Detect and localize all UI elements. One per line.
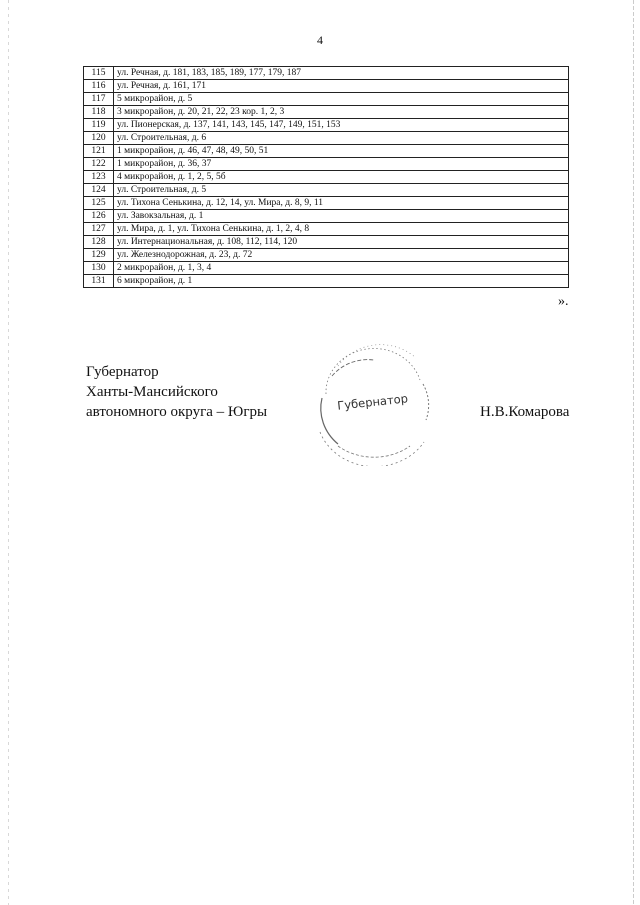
stamp-inner-ring xyxy=(423,384,429,420)
row-address: ул. Строительная, д. 5 xyxy=(114,184,569,197)
row-address: 3 микрорайон, д. 20, 21, 22, 23 кор. 1, 2, 3 xyxy=(114,106,569,119)
table-row xyxy=(84,223,569,236)
row-address: 1 микрорайон, д. 46, 47, 48, 49, 50, 51 xyxy=(114,145,569,158)
row-address: 2 микрорайон, д. 1, 3, 4 xyxy=(114,262,569,275)
row-number: 123 xyxy=(84,171,114,184)
row-number: 122 xyxy=(84,158,114,171)
address-table-body xyxy=(84,67,569,288)
row-address: ул. Тихона Сенькина, д. 12, 14, ул. Мира, д. 8, 9, 11 xyxy=(114,197,569,210)
row-address: ул. Мира, д. 1, ул. Тихона Сенькина, д. 1, 2, 4, 8 xyxy=(114,223,569,236)
row-address: ул. Речная, д. 181, 183, 185, 189, 177, 179, 187 xyxy=(114,67,569,80)
signer-title-line: автономного округа – Югры xyxy=(86,404,268,420)
official-stamp xyxy=(298,336,448,466)
signer-name: Н.В.Комарова xyxy=(480,404,570,420)
table-row xyxy=(84,171,569,184)
row-number: 115 xyxy=(84,67,114,80)
row-address: 5 микрорайон, д. 5 xyxy=(114,93,569,106)
row-number: 120 xyxy=(84,132,114,145)
signer-title-line: Ханты-Мансийского xyxy=(86,384,218,400)
row-address: ул. Завокзальная, д. 1 xyxy=(114,210,569,223)
table-row xyxy=(84,119,569,132)
table-row xyxy=(84,249,569,262)
table-row xyxy=(84,132,569,145)
stamp-inner-ring xyxy=(332,360,374,376)
stamp-text: Губернатор xyxy=(336,391,409,413)
row-address: 6 микрорайон, д. 1 xyxy=(114,275,569,288)
stamp-outer-ring xyxy=(326,348,420,394)
scan-edge-right xyxy=(633,0,634,905)
row-address: 4 микрорайон, д. 1, 2, 5, 5б xyxy=(114,171,569,184)
stamp-outer-ring xyxy=(320,432,424,466)
table-row xyxy=(84,236,569,249)
stamp-inner-ring xyxy=(321,398,338,444)
signer-title-line: Губернатор xyxy=(86,364,159,380)
row-address: ул. Железнодорожная, д. 23, д. 72 xyxy=(114,249,569,262)
row-number: 124 xyxy=(84,184,114,197)
row-number: 117 xyxy=(84,93,114,106)
table-row xyxy=(84,158,569,171)
closing-quote: ». xyxy=(558,294,569,309)
table-row xyxy=(84,93,569,106)
address-table xyxy=(83,66,569,288)
row-number: 121 xyxy=(84,145,114,158)
row-number: 128 xyxy=(84,236,114,249)
row-address: 1 микрорайон, д. 36, 37 xyxy=(114,158,569,171)
table-row xyxy=(84,80,569,93)
table-row xyxy=(84,275,569,288)
table-row xyxy=(84,210,569,223)
row-number: 127 xyxy=(84,223,114,236)
table-row xyxy=(84,67,569,80)
stamp-outer-ring xyxy=(338,345,416,366)
scan-edge-left xyxy=(8,0,9,905)
row-number: 129 xyxy=(84,249,114,262)
row-number: 118 xyxy=(84,106,114,119)
row-number: 130 xyxy=(84,262,114,275)
row-number: 126 xyxy=(84,210,114,223)
table-row xyxy=(84,106,569,119)
stamp-inner-ring xyxy=(338,446,410,457)
table-row xyxy=(84,197,569,210)
row-number: 131 xyxy=(84,275,114,288)
table-row xyxy=(84,262,569,275)
row-address: ул. Пионерская, д. 137, 141, 143, 145, 147, 149, 151, 153 xyxy=(114,119,569,132)
row-address: ул. Интернациональная, д. 108, 112, 114, 120 xyxy=(114,236,569,249)
table-row xyxy=(84,145,569,158)
row-address: ул. Строительная, д. 6 xyxy=(114,132,569,145)
signer-title xyxy=(86,362,267,422)
page-number: 4 xyxy=(317,33,323,47)
table-row xyxy=(84,184,569,197)
row-address: ул. Речная, д. 161, 171 xyxy=(114,80,569,93)
row-number: 116 xyxy=(84,80,114,93)
row-number: 125 xyxy=(84,197,114,210)
row-number: 119 xyxy=(84,119,114,132)
